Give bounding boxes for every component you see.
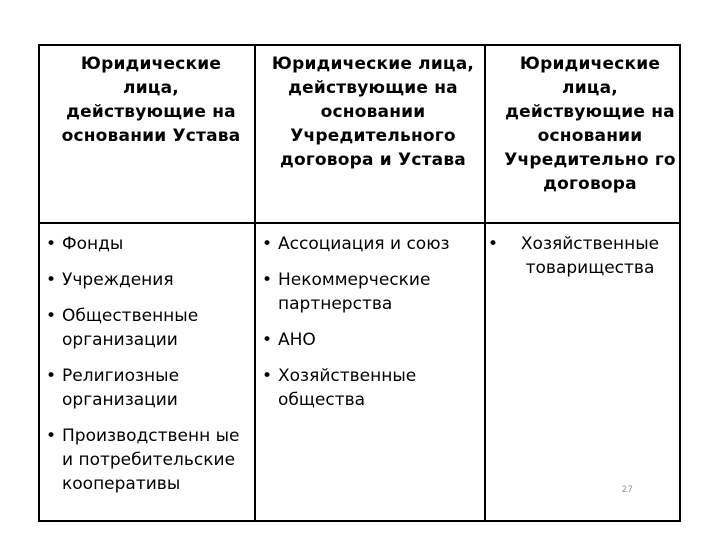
column-ustav: [40, 232, 250, 508]
item-label: Учреждения: [62, 270, 174, 290]
list-item: [40, 364, 250, 412]
bullet-icon: •: [46, 426, 57, 446]
legal-entities-table: [38, 44, 681, 522]
list-item: [40, 268, 250, 292]
bullet-icon: •: [46, 366, 57, 386]
column-uchreditelny-dogovor-i-ustav: [256, 232, 482, 424]
item-label: Хозяйственные товарищества: [520, 234, 660, 278]
bullet-icon: •: [262, 234, 273, 254]
item-label: Общественные организации: [62, 306, 199, 350]
bullet-icon: •: [262, 270, 273, 290]
bullet-icon: •: [262, 366, 273, 386]
item-label: Хозяйственные общества: [278, 366, 417, 410]
header-ustav: Юридические лица, действующие на основании Устава: [61, 54, 241, 146]
bullet-icon: •: [46, 306, 57, 326]
bullet-icon: •: [262, 330, 273, 350]
item-label: АНО: [278, 330, 316, 350]
item-label: Ассоциация и союз: [278, 234, 450, 254]
bullet-icon: •: [46, 270, 57, 290]
list-item: [256, 232, 482, 256]
bullet-icon: •: [488, 234, 499, 254]
list-item: [40, 304, 250, 352]
column-uchreditelny-dogovor: [486, 232, 676, 292]
list-item: [256, 268, 482, 316]
list-item: [256, 328, 482, 352]
item-label: Производственн ые и потребительские кооперативы: [62, 426, 240, 494]
item-label: Фонды: [62, 234, 124, 254]
header-divider: [40, 222, 679, 224]
item-label: Некоммерческие партнерства: [278, 270, 431, 314]
bullet-icon: •: [46, 234, 57, 254]
item-label: Религиозные организации: [62, 366, 180, 410]
list-item: [256, 364, 482, 412]
list-item: [40, 232, 250, 256]
list-item: [40, 424, 242, 496]
header-uchreditelny-dogovor-i-ustav: Юридические лица, действующие на основании Учредительного договора и Устава: [271, 54, 475, 170]
page-number: 27: [621, 485, 633, 495]
list-item: [486, 232, 676, 280]
header-uchreditelny-dogovor: Юридические лица, действующие на основании Учредительно го договора: [504, 54, 676, 194]
